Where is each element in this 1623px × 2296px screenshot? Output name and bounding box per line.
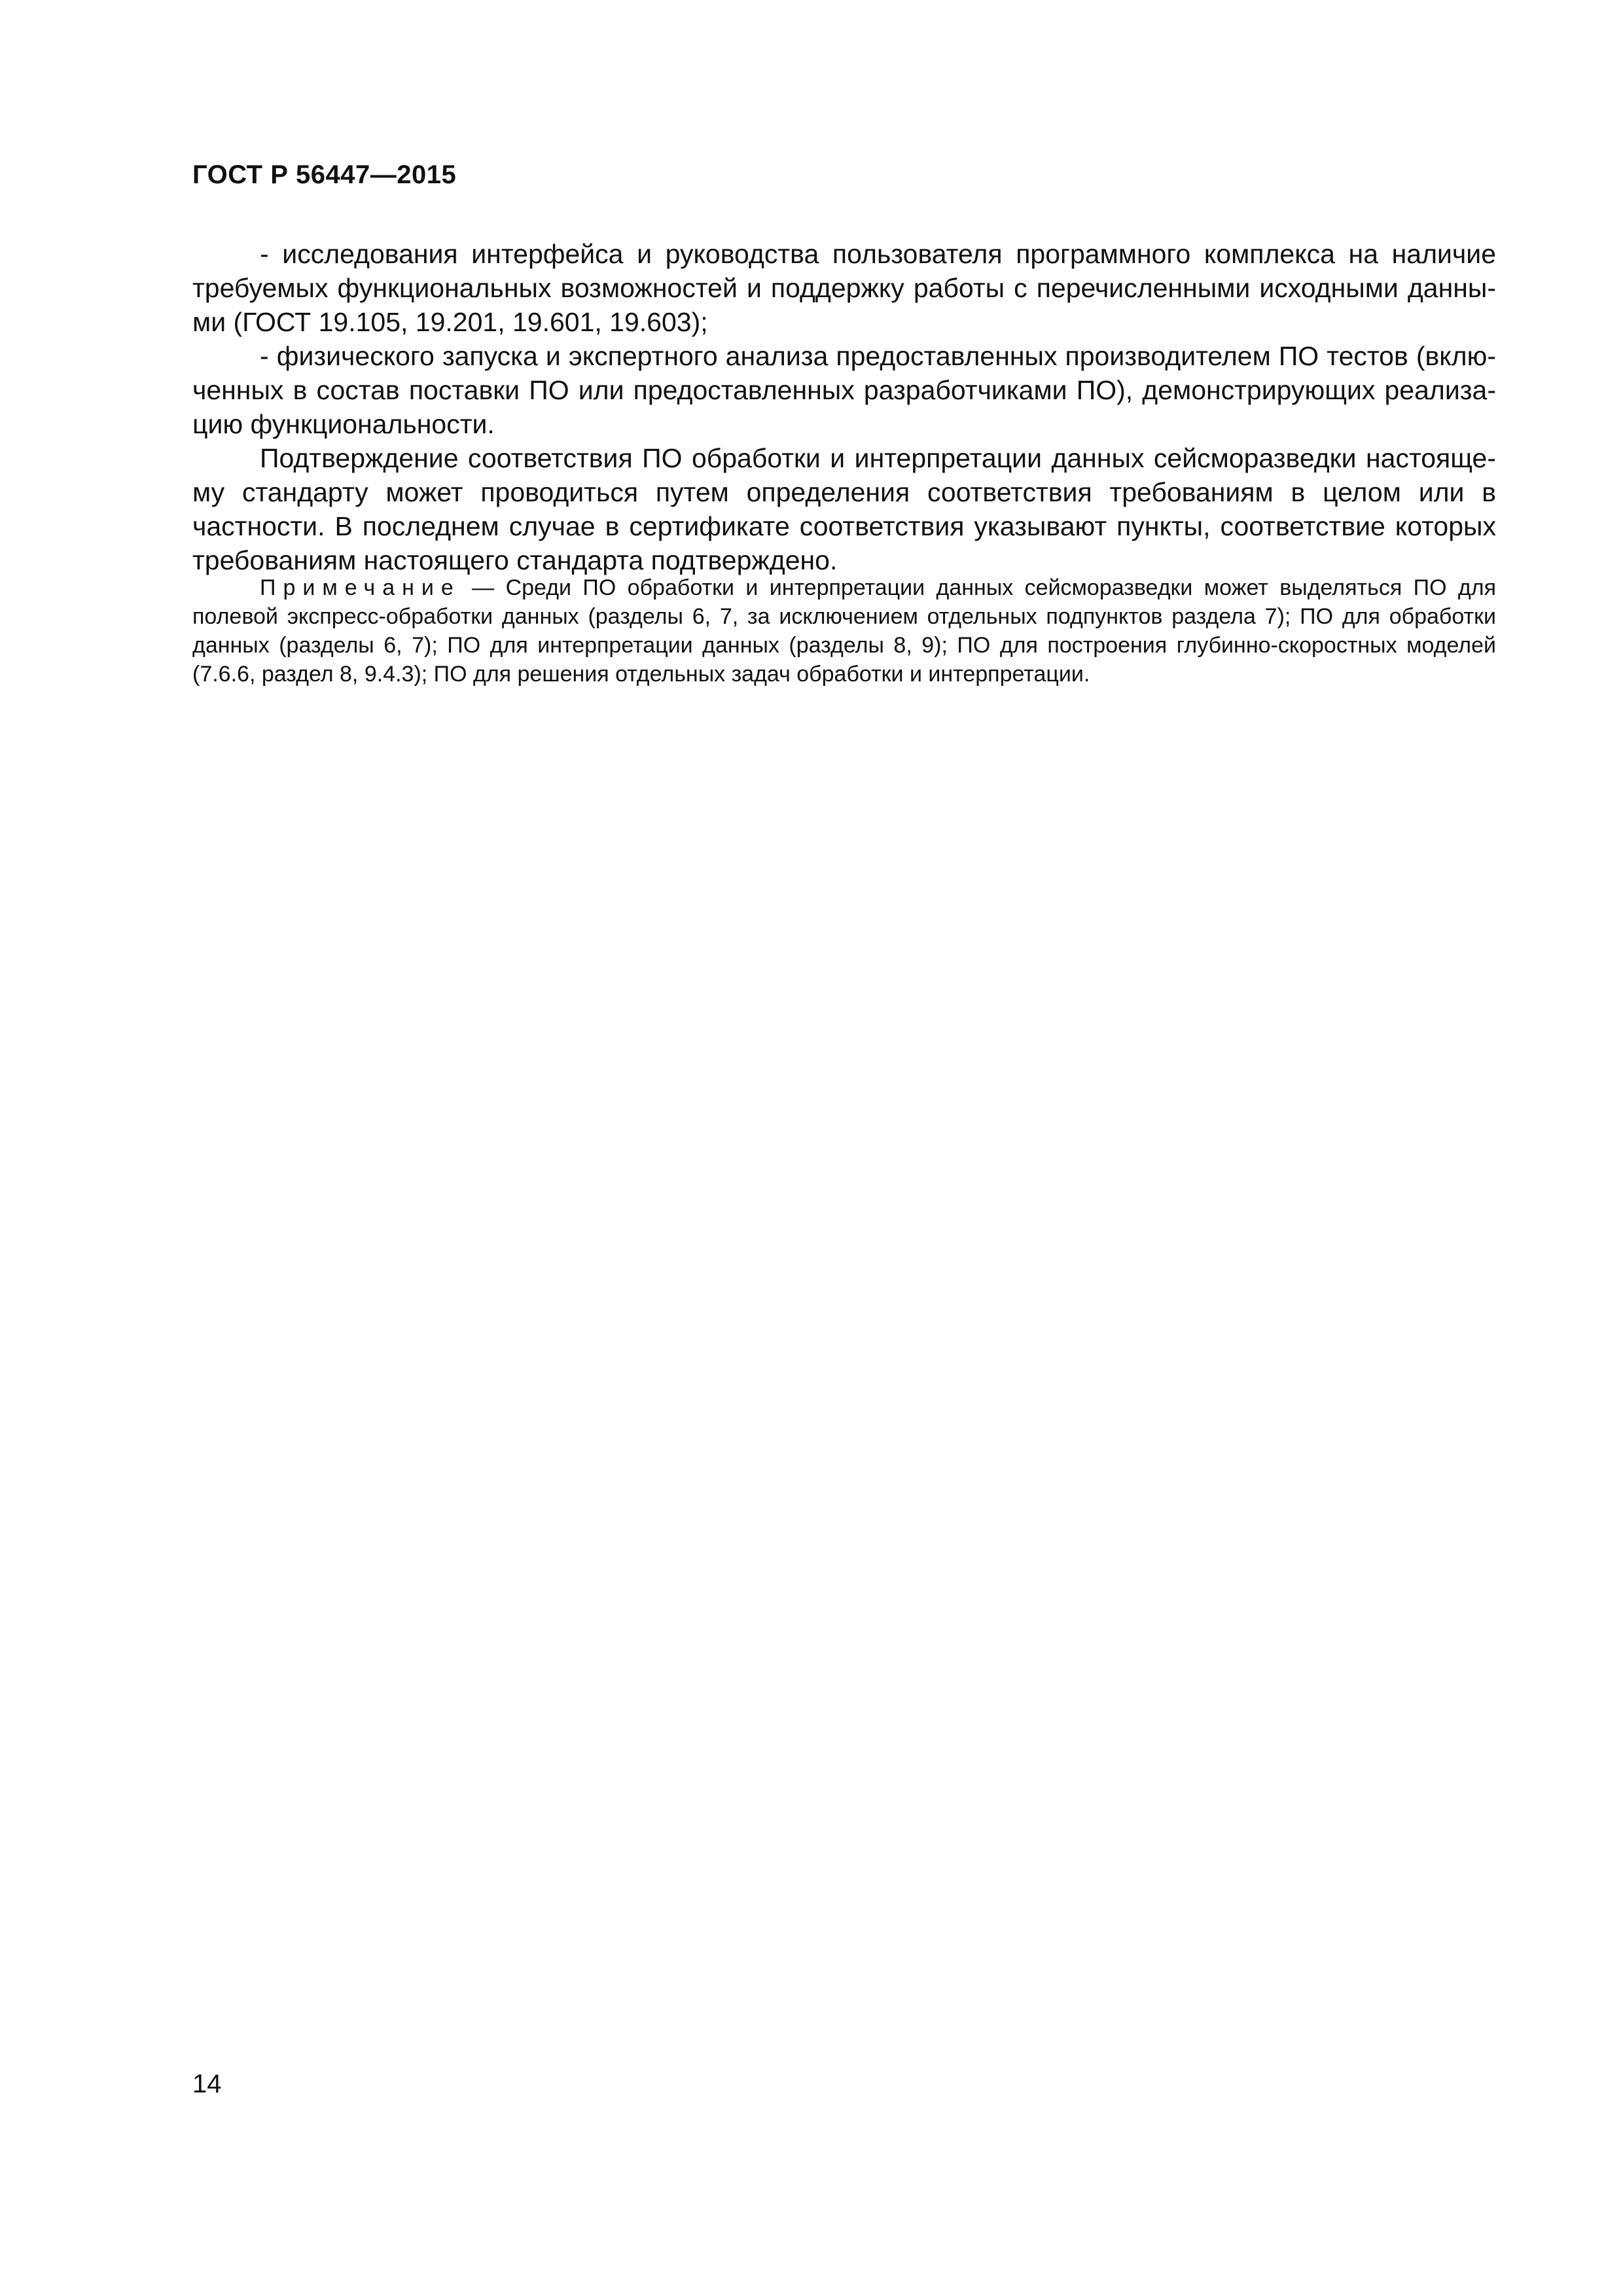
paragraph-interface-study: - исследования интерфейса и руководства пользователя программного комплекса на наличие требуемых функциональных возможностей и поддержку работы с перечисленными исходными данными (ГОСТ 19.105, 19.201, 19.601, 19.603); bbox=[192, 239, 1496, 337]
note-block bbox=[192, 573, 1496, 689]
body-text bbox=[192, 237, 1496, 577]
document-code-header: ГОСТ Р 56447—2015 bbox=[192, 160, 457, 189]
note-label: Примечание bbox=[260, 575, 461, 600]
page-number: 14 bbox=[192, 2070, 222, 2098]
note-text: — Среди ПО обработки и интерпретации данных сейсморазведки может выделяться ПО для полевой экспресс-обработки данных (разделы 6, 7, за исключением отдельных подпунктов раздела 7); ПО для обработки данных (разделы 6, 7); ПО для интерпретации данных (разделы 8, 9); ПО для построения глубинно-скоростных моделей (7.6.6, раздел 8, 9.4.3); ПО для решения отдельных задач обработки и интерпретации. bbox=[192, 575, 1496, 687]
paragraph-physical-launch: - физического запуска и экспертного анализа предоставленных производителем ПО тестов (включенных в состав поставки ПО или предоставленных разработчиками ПО), демонстрирующих реализацию функциональности. bbox=[192, 341, 1496, 439]
paragraph-conformity-confirmation: Подтверждение соответствия ПО обработки и интерпретации данных сейсморазведки настоящему стандарту может проводиться путем определения соответствия требованиям в целом или в частности. В последнем случае в сертификате соответствия указывают пункты, соответствие которых требованиям настоящего стандарта подтверждено. bbox=[192, 443, 1496, 575]
